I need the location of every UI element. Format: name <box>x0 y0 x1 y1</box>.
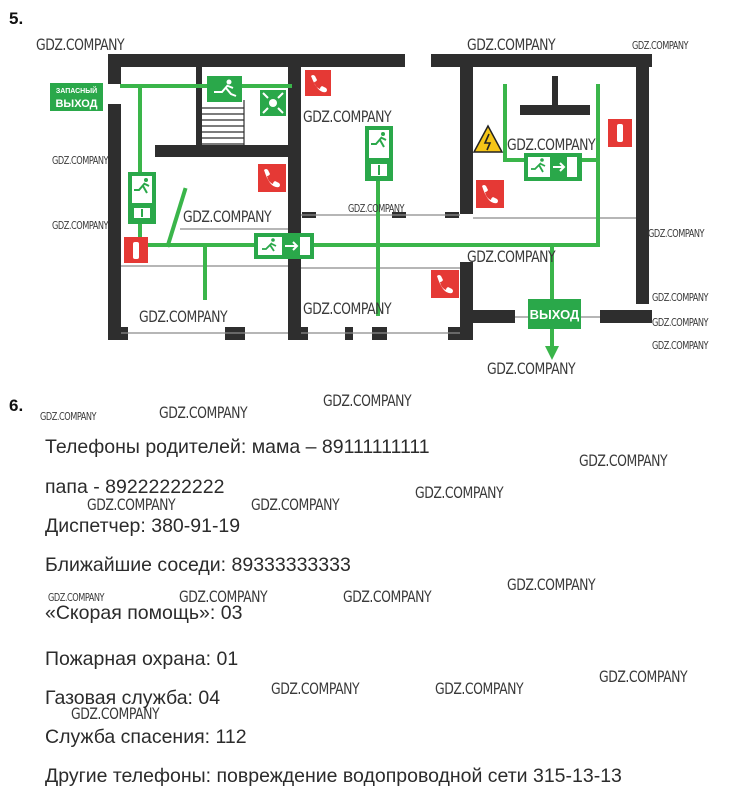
phone-sign-icon <box>431 270 459 298</box>
contact-line-fire: Пожарная охрана: 01 <box>45 648 239 670</box>
watermark: GDZ.COMPANY <box>348 203 405 215</box>
watermark: GDZ.COMPANY <box>487 359 576 378</box>
watermark: GDZ.COMPANY <box>48 592 105 604</box>
watermark: GDZ.COMPANY <box>579 451 668 470</box>
phone-sign-icon <box>258 164 286 192</box>
watermark: GDZ.COMPANY <box>467 247 556 266</box>
watermark: GDZ.COMPANY <box>467 35 556 54</box>
watermark: GDZ.COMPANY <box>648 228 705 240</box>
watermark: GDZ.COMPANY <box>251 495 340 514</box>
watermark: GDZ.COMPANY <box>632 40 689 52</box>
watermark: GDZ.COMPANY <box>159 403 248 422</box>
fire-extinguisher-icon <box>124 237 148 263</box>
fire-extinguisher-icon <box>608 119 632 147</box>
watermark: GDZ.COMPANY <box>36 35 125 54</box>
watermark: GDZ.COMPANY <box>599 667 688 686</box>
watermark: GDZ.COMPANY <box>271 679 360 698</box>
watermark: GDZ.COMPANY <box>52 220 109 232</box>
stair-exit-sign-icon <box>207 76 242 102</box>
watermark: GDZ.COMPANY <box>343 587 432 606</box>
spare-exit-sign <box>50 83 103 111</box>
watermark: GDZ.COMPANY <box>183 207 272 226</box>
svg-text:ВЫХОД: ВЫХОД <box>529 307 580 322</box>
watermark: GDZ.COMPANY <box>179 587 268 606</box>
contact-line-other: Другие телефоны: повреждение водопроводной сети 315-13-13 <box>45 765 622 787</box>
watermark: GDZ.COMPANY <box>652 317 709 329</box>
exit-sign <box>528 299 581 329</box>
watermark: GDZ.COMPANY <box>652 292 709 304</box>
contact-line-dispatcher: Диспетчер: 380-91-19 <box>45 515 241 537</box>
contact-line-gas: Газовая служба: 04 <box>45 687 221 709</box>
contact-line-rescue: Служба спасения: 112 <box>45 726 247 748</box>
exit-direction-horizontal-icon <box>254 233 314 259</box>
watermark: GDZ.COMPANY <box>139 307 228 326</box>
contact-line-neighbors: Ближайшие соседи: 89333333333 <box>45 554 351 576</box>
watermark: GDZ.COMPANY <box>435 679 524 698</box>
exit-direction-vertical-icon <box>128 172 156 224</box>
watermark: GDZ.COMPANY <box>652 340 709 352</box>
watermark: GDZ.COMPANY <box>323 391 412 410</box>
watermark: GDZ.COMPANY <box>71 704 160 723</box>
svg-text:ЗАПАСНЫЙ: ЗАПАСНЫЙ <box>55 88 98 95</box>
section-6-number: 6. <box>9 396 24 415</box>
contact-line-father: папа - 89222222222 <box>45 476 225 498</box>
phone-sign-icon <box>305 70 331 96</box>
watermark: GDZ.COMPANY <box>87 495 176 514</box>
section-5-number: 5. <box>9 9 24 28</box>
exit-direction-horizontal-icon <box>524 153 582 181</box>
assembly-point-icon <box>260 90 286 116</box>
evacuation-plan <box>0 0 741 390</box>
watermark: GDZ.COMPANY <box>303 299 392 318</box>
exit-direction-vertical-icon <box>365 126 393 181</box>
watermark: GDZ.COMPANY <box>40 411 97 423</box>
contact-line-ambulance: «Скорая помощь»: 03 <box>45 602 243 624</box>
contact-line-parents: Телефоны родителей: мама – 89111111111 <box>45 436 430 458</box>
watermark: GDZ.COMPANY <box>507 575 596 594</box>
watermark: GDZ.COMPANY <box>52 155 109 167</box>
watermark: GDZ.COMPANY <box>303 107 392 126</box>
watermark: GDZ.COMPANY <box>415 483 504 502</box>
svg-text:ВЫХОД: ВЫХОД <box>55 98 98 110</box>
phone-sign-icon <box>476 180 504 208</box>
watermark: GDZ.COMPANY <box>507 135 596 154</box>
